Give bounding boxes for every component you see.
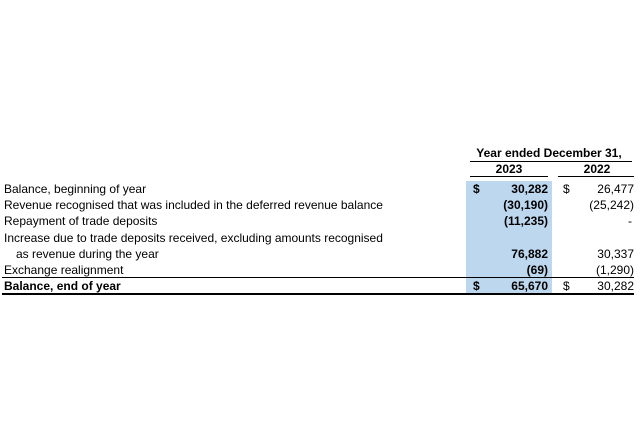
row-label-revenue-recognised: Revenue recognised that was included in the deferred revenue balance [4,198,383,212]
row-label-balance-end: Balance, end of year [4,279,121,293]
value-2022-repayment-trade-deposits: - [628,214,632,228]
value-2023-balance-beginning: 30,282 [511,182,548,196]
currency-symbol: $ [563,279,570,293]
value-2022-revenue-recognised: (25,242) [589,198,634,212]
value-2023-increase-trade-deposits: 76,882 [511,247,548,261]
total-top-rule [2,277,634,278]
currency-symbol: $ [473,279,480,293]
value-2022-increase-trade-deposits: 30,337 [597,247,634,261]
row-label-repayment-trade-deposits: Repayment of trade deposits [4,214,158,228]
currency-symbol: $ [473,182,480,196]
total-bottom-rule [2,293,634,295]
value-2022-exchange-realignment: (1,290) [595,263,634,277]
value-2023-revenue-recognised: (30,190) [503,198,548,212]
value-2023-exchange-realignment: (69) [526,263,548,277]
value-2022-balance-end: 30,282 [597,279,634,293]
column-2023-underline [470,176,548,177]
value-2023-repayment-trade-deposits: (11,235) [503,214,548,228]
currency-symbol: $ [563,182,570,196]
period-title: Year ended December 31, [476,146,622,160]
column-header-2023: 2023 [495,162,523,176]
column-header-2022: 2022 [583,162,611,176]
value-2022-balance-beginning: 26,477 [597,182,634,196]
row-label-balance-beginning: Balance, beginning of year [4,182,147,196]
value-2023-balance-end: 65,670 [511,279,548,293]
row-label-exchange-realignment: Exchange realignment [4,263,124,277]
row-label-increase-trade-deposits: Increase due to trade deposits received, excluding amounts recognised [4,231,383,245]
row-label-increase-trade-deposits-continued: as revenue during the year [16,247,159,261]
column-2022-underline [558,176,634,177]
